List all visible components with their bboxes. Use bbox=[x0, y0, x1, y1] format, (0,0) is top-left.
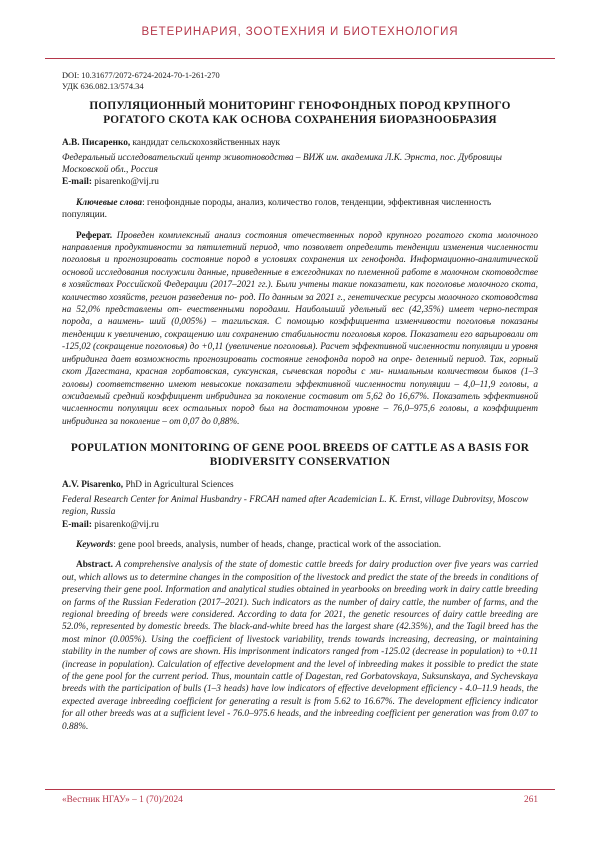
page-number: 261 bbox=[524, 795, 538, 805]
en-title: POPULATION MONITORING OF GENE POOL BREEDS OF CATTLE AS A BASIS FOR BIODIVERSITY CONSERVATION bbox=[70, 442, 530, 468]
ru-affiliation: Федеральный исследовательский центр животноводства – ВИЖ им. академика Л.К. Эрнста, пос. Дубровицы Московской обл., Россия bbox=[62, 152, 502, 175]
en-keywords bbox=[62, 539, 538, 551]
udc: УДК 636.082.13/574.34 bbox=[62, 82, 144, 91]
en-email-address[interactable]: pisarenko@vij.ru bbox=[91, 519, 159, 530]
ru-author bbox=[62, 137, 538, 149]
ru-abstract-label: Реферат. bbox=[76, 230, 113, 241]
en-keywords-text: gene pool breeds, analysis, number of heads, change, practical work of the association. bbox=[115, 539, 442, 550]
footer-divider bbox=[45, 789, 555, 790]
en-abstract-label: Abstract. bbox=[76, 560, 113, 571]
journal-issue: «Вестник НГАУ» – 1 (70)/2024 bbox=[62, 795, 183, 805]
en-keywords-colon: : bbox=[113, 539, 116, 550]
en-abstract-text: A comprehensive analysis of the state of domestic cattle breeds for dairy production over five years was carried out, which allows us to determine changes in the composition of the livestock and predict the state of the breeds in conditions of preserving their gene pool. Information and analytical studies obtained in yearbooks on breeding work in dairy cattle breeding on farms of the Russian Federation (2017–2021). Such indicators as the number of dairy cattle, the number of farms, and the regional breeding of breeds were considered. According to data for 2021, the genetic resources of dairy cattle breeding are 52.0%, represented by domestic breeds. The black-and-white breed has the largest share (42.35%), and the Tagil breed has the most minor (0.005%). Using the coefficient of livestock variability, trends towards increasing, decreasing, or maintaining stability in the number of cows are shown. His imprisonment indicators ranged from -125.02 (decrease in population) to +0.11 (increase in population). Calculation of effective development and the level of inbreeding makes it possible to predict the state of the gene pool for the current period. Thus, mountain cattle of Dagestan, red Gorbatovskaya, Suksunskaya, and Sychevskaya breeds with the participation of bulls (1–3 heads) have low indicators of effective development efficiency - 4.0–11.9 heads, the expected average inbreeding coefficient for generating a result is from 5.62 to 16.67%. The development efficiency indicator for all other breeds was at a sufficient level - 76.0–975.6 heads, and the inbreeding coefficient per generation was from 0.07 to 0.88%. bbox=[62, 560, 538, 732]
en-author-name: A.V. Pisarenko, bbox=[62, 480, 124, 491]
en-affiliation: Federal Research Center for Animal Husbandry - FRCAH named after Academician L. K. Ernst, village Dubrovitsy, Moscow region, Russia bbox=[62, 494, 529, 518]
en-abstract bbox=[62, 559, 538, 733]
ru-email-address[interactable]: pisarenko@vij.ru bbox=[91, 177, 159, 188]
ru-email-label: E-mail: bbox=[62, 177, 92, 188]
journal-section-header: ВЕТЕРИНАРИЯ, ЗООТЕХНИЯ И БИОТЕХНОЛОГИЯ bbox=[141, 26, 459, 38]
en-email bbox=[62, 519, 538, 531]
ru-author-name: А.В. Писаренко, bbox=[62, 138, 131, 149]
ru-keywords-text: генофондные породы, анализ, количество голов, тенденции, эффективная численность популяции. bbox=[62, 197, 492, 221]
ru-abstract bbox=[62, 230, 538, 429]
ru-keywords-colon: : bbox=[142, 197, 145, 208]
article-content bbox=[62, 70, 538, 733]
header-divider bbox=[45, 58, 555, 59]
ru-title: ПОПУЛЯЦИОННЫЙ МОНИТОРИНГ ГЕНОФОНДНЫХ ПОРОД КРУПНОГО РОГАТОГО СКОТА КАК ОСНОВА СОХРАНЕНИЯ БИОРАЗНООБРАЗИЯ bbox=[89, 100, 511, 126]
en-author-degree: PhD in Agricultural Sciences bbox=[123, 480, 234, 491]
ru-abstract-text: Проведен комплексный анализ состояния отечественных пород крупного рогатого скота молочного направления продуктивности за пятилетний период, что позволяет определить тенденции изменения численности поголовья и прогнозировать состояние пород в условиях сохранения их генофонда. Информационно-аналитической основой исследования послужили данные, приведенные в ежегодниках по племенной работе в молочном скотоводстве в хозяйствах Российской Федерации (2017–2021 гг.). Были учтены такие показатели, как поголовье молочного скота, количество хозяйств, регион разведения по- род. По данным за 2021 г., генетические ресурсы молочного скотоводства на 52,0% представлены от- ечественными породами. Наибольший удельный вес (42,35%) имеет черно-пестрая порода, а наимень- ший (0,005%) – тагильская. С помощью коэффициента изменчивости поголовья показаны тенденции к увеличению, сокращению или сохранению стабильности поголовья коров. Показатели его варьировали от -125,02 (сокращение поголовья) до +0,11 (увеличение поголовья). Расчет эффективной численности популяции и уровня инбридинга дает возможность прогнозировать состояние генофонда пород на опре- деленный период. Так, горный скот Дагестана, красная горбатовская, суксунская, сычевская породы с ми- нимальным количеством быков (1–3 головы) соответственно имеют невысокие показатели эффективной численности популяции – 4,0–11,9 головы, а ожидаемый средний коэффициент инбридинга за поколение составит от 5,62 до 16,67%. Показатель эффективной численности популяции всех остальных пород был на достаточном уровне – 76,0–975,6 головы, а коэффициент инбридинга за поколение – от 0,07 до 0,88%. bbox=[62, 230, 538, 427]
ru-author-degree: кандидат сельскохозяйственных наук bbox=[130, 138, 281, 149]
ru-keywords bbox=[62, 197, 538, 222]
section-gap bbox=[62, 428, 538, 434]
en-author bbox=[62, 479, 538, 491]
ru-keywords-label: Ключевые слова bbox=[76, 197, 143, 208]
en-email-label: E-mail: bbox=[62, 519, 92, 530]
doi: DOI: 10.31677/2072-6724-2024-70-1-261-270 bbox=[62, 71, 220, 80]
en-keywords-label: Keywords bbox=[76, 539, 114, 550]
ru-email bbox=[62, 176, 538, 188]
